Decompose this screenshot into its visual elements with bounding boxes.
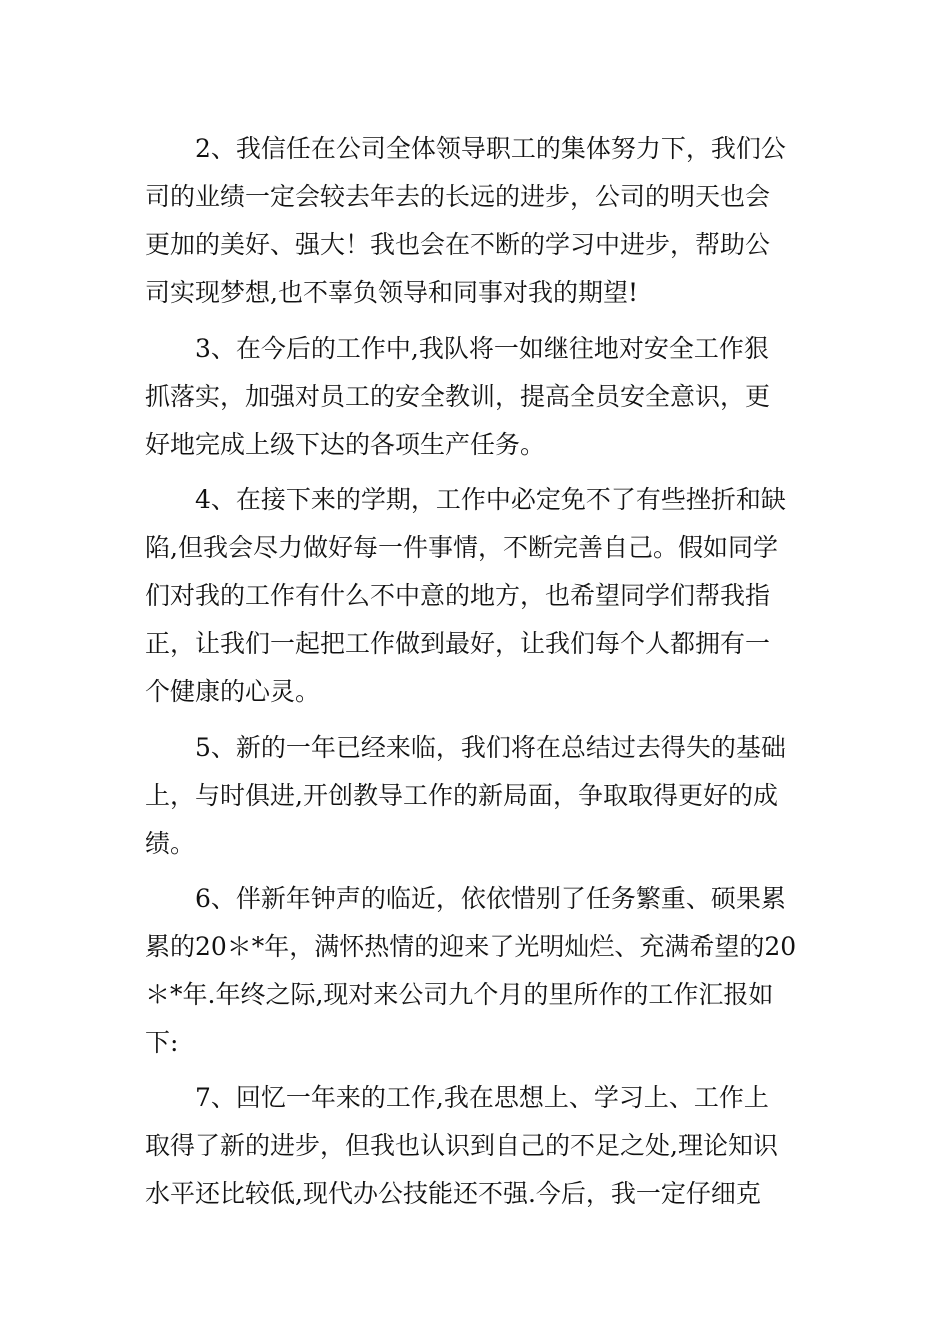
paragraph-2-line-2: 司的业绩一定会较去年去的长远的进步，公司的明天也会 xyxy=(145,182,771,211)
paragraph-5-line-2: 上，与时俱进,开创教导工作的新局面，争取取得更好的成 xyxy=(145,781,778,810)
paragraph-7-line-1: 7、回忆一年来的工作,我在思想上、学习上、工作上 xyxy=(195,1083,769,1112)
paragraph-2-line-3: 更加的美好、强大！我也会在不断的学习中进步，帮助公 xyxy=(145,230,771,259)
paragraph-5-line-1: 5、新的一年已经来临，我们将在总结过去得失的基础 xyxy=(195,733,786,762)
paragraph-4-line-1: 4、在接下来的学期，工作中必定免不了有些挫折和缺 xyxy=(195,485,786,514)
paragraph-3-line-1: 3、在今后的工作中,我队将一如继往地对安全工作狠 xyxy=(195,334,769,363)
paragraph-3-line-2: 抓落实，加强对员工的安全教训，提高全员安全意识，更 xyxy=(145,382,771,411)
paragraph-5-line-3: 绩。 xyxy=(145,829,196,858)
paragraph-2-line-4: 司实现梦想,也不辜负领导和同事对我的期望! xyxy=(145,278,638,307)
paragraph-3-line-3: 好地完成上级下达的各项生产任务。 xyxy=(145,430,546,459)
paragraph-4-line-5: 个健康的心灵。 xyxy=(145,677,321,706)
paragraph-2-line-1: 2、我信任在公司全体领导职工的集体努力下，我们公 xyxy=(195,134,786,163)
paragraph-6-line-4: 下: xyxy=(145,1028,179,1057)
paragraph-6-line-3: ＊*年.年终之际,现对来公司九个月的里所作的工作汇报如 xyxy=(145,980,774,1009)
paragraph-4-line-4: 正，让我们一起把工作做到最好，让我们每个人都拥有一 xyxy=(145,629,771,658)
paragraph-4-line-2: 陷,但我会尽力做好每一件事情，不断完善自己。假如同学 xyxy=(145,533,778,562)
paragraph-7-line-2: 取得了新的进步，但我也认识到自己的不足之处,理论知识 xyxy=(145,1131,778,1160)
paragraph-6-line-2: 累的20＊*年，满怀热情的迎来了光明灿烂、充满希望的20 xyxy=(145,932,797,961)
paragraph-7-line-3: 水平还比较低,现代办公技能还不强.今后，我一定仔细克 xyxy=(145,1179,761,1208)
paragraph-6-line-1: 6、伴新年钟声的临近，依依惜别了任务繁重、硕果累 xyxy=(195,884,786,913)
paragraph-4-line-3: 们对我的工作有什么不中意的地方，也希望同学们帮我指 xyxy=(145,581,771,610)
